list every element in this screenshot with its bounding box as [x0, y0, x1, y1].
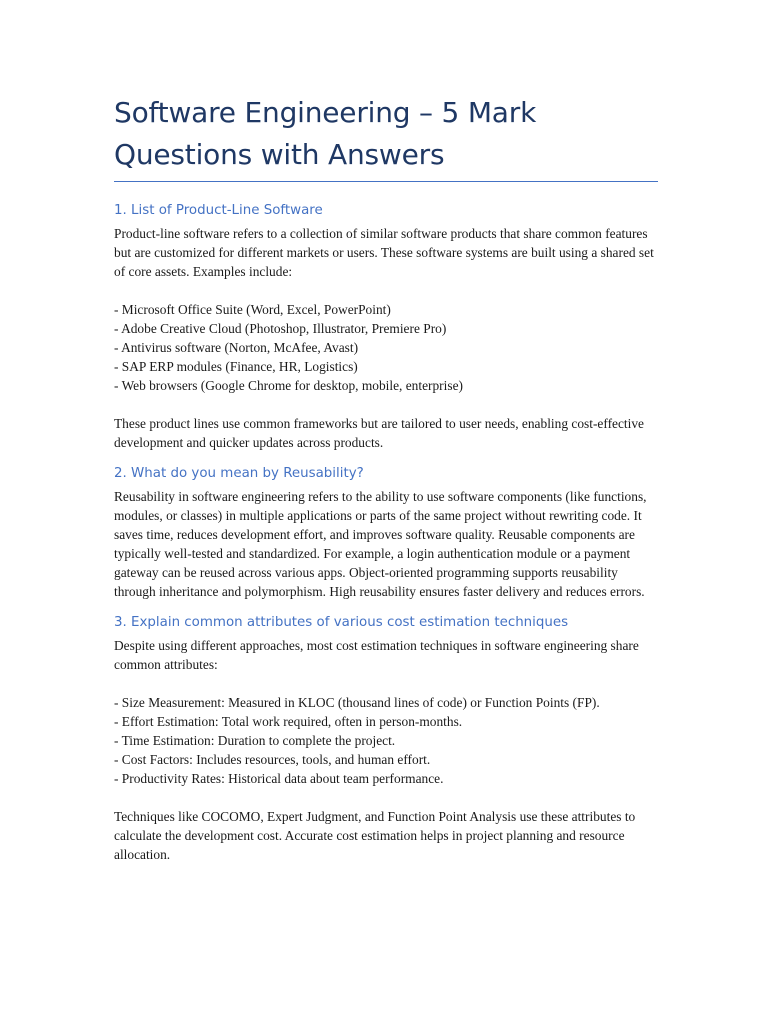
list-item: - Adobe Creative Cloud (Photoshop, Illustrator, Premiere Pro) [114, 321, 447, 336]
attributes-list [114, 693, 658, 788]
list-item: - Time Estimation: Duration to complete the project. [114, 733, 396, 748]
section-cost-estimation [114, 613, 658, 864]
section-product-line [114, 201, 658, 452]
list-item: - SAP ERP modules (Finance, HR, Logistics) [114, 359, 358, 374]
section-intro: Despite using different approaches, most cost estimation techniques in software engineering share common attributes: [114, 638, 639, 672]
section-body: Reusability in software engineering refers to the ability to use software components (like functions, modules, or classes) in multiple applications or parts of the same project without rewriting code. It saves time, reduces development effort, and improves software quality. Reusable components are typically well-tested and standardized. For example, a login authentication module or a payment gateway can be reused across various apps. Object-oriented programming supports reusability through inheritance and polymorphism. High reusability ensures faster delivery and reduces errors. [114, 489, 647, 599]
section-outro: Techniques like COCOMO, Expert Judgment, and Function Point Analysis use these attributes to calculate the development cost. Accurate cost estimation helps in project planning and resource allocation. [114, 809, 636, 862]
section-heading: 2. What do you mean by Reusability? [114, 466, 364, 481]
section-intro: Product-line software refers to a collection of similar software products that share common features but are customized for different markets or users. These software systems are built using a shared set of core assets. Examples include: [114, 226, 654, 279]
section-outro: These product lines use common frameworks but are tailored to user needs, enabling cost-effective development and quicker updates across products. [114, 416, 644, 450]
list-item: - Size Measurement: Measured in KLOC (thousand lines of code) or Function Points (FP). [114, 695, 600, 710]
title-underline [114, 181, 658, 182]
list-item: - Cost Factors: Includes resources, tools, and human effort. [114, 752, 431, 767]
list-item: - Microsoft Office Suite (Word, Excel, PowerPoint) [114, 302, 391, 317]
document-title: Software Engineering – 5 Mark Questions with Answers [114, 96, 537, 171]
list-item: - Productivity Rates: Historical data about team performance. [114, 771, 444, 786]
section-reusability [114, 464, 658, 601]
section-heading: 3. Explain common attributes of various cost estimation techniques [114, 615, 569, 630]
list-item: - Web browsers (Google Chrome for desktop, mobile, enterprise) [114, 378, 463, 393]
section-heading: 1. List of Product-Line Software [114, 203, 323, 218]
examples-list [114, 300, 658, 395]
list-item: - Effort Estimation: Total work required, often in person-months. [114, 714, 463, 729]
list-item: - Antivirus software (Norton, McAfee, Avast) [114, 340, 359, 355]
